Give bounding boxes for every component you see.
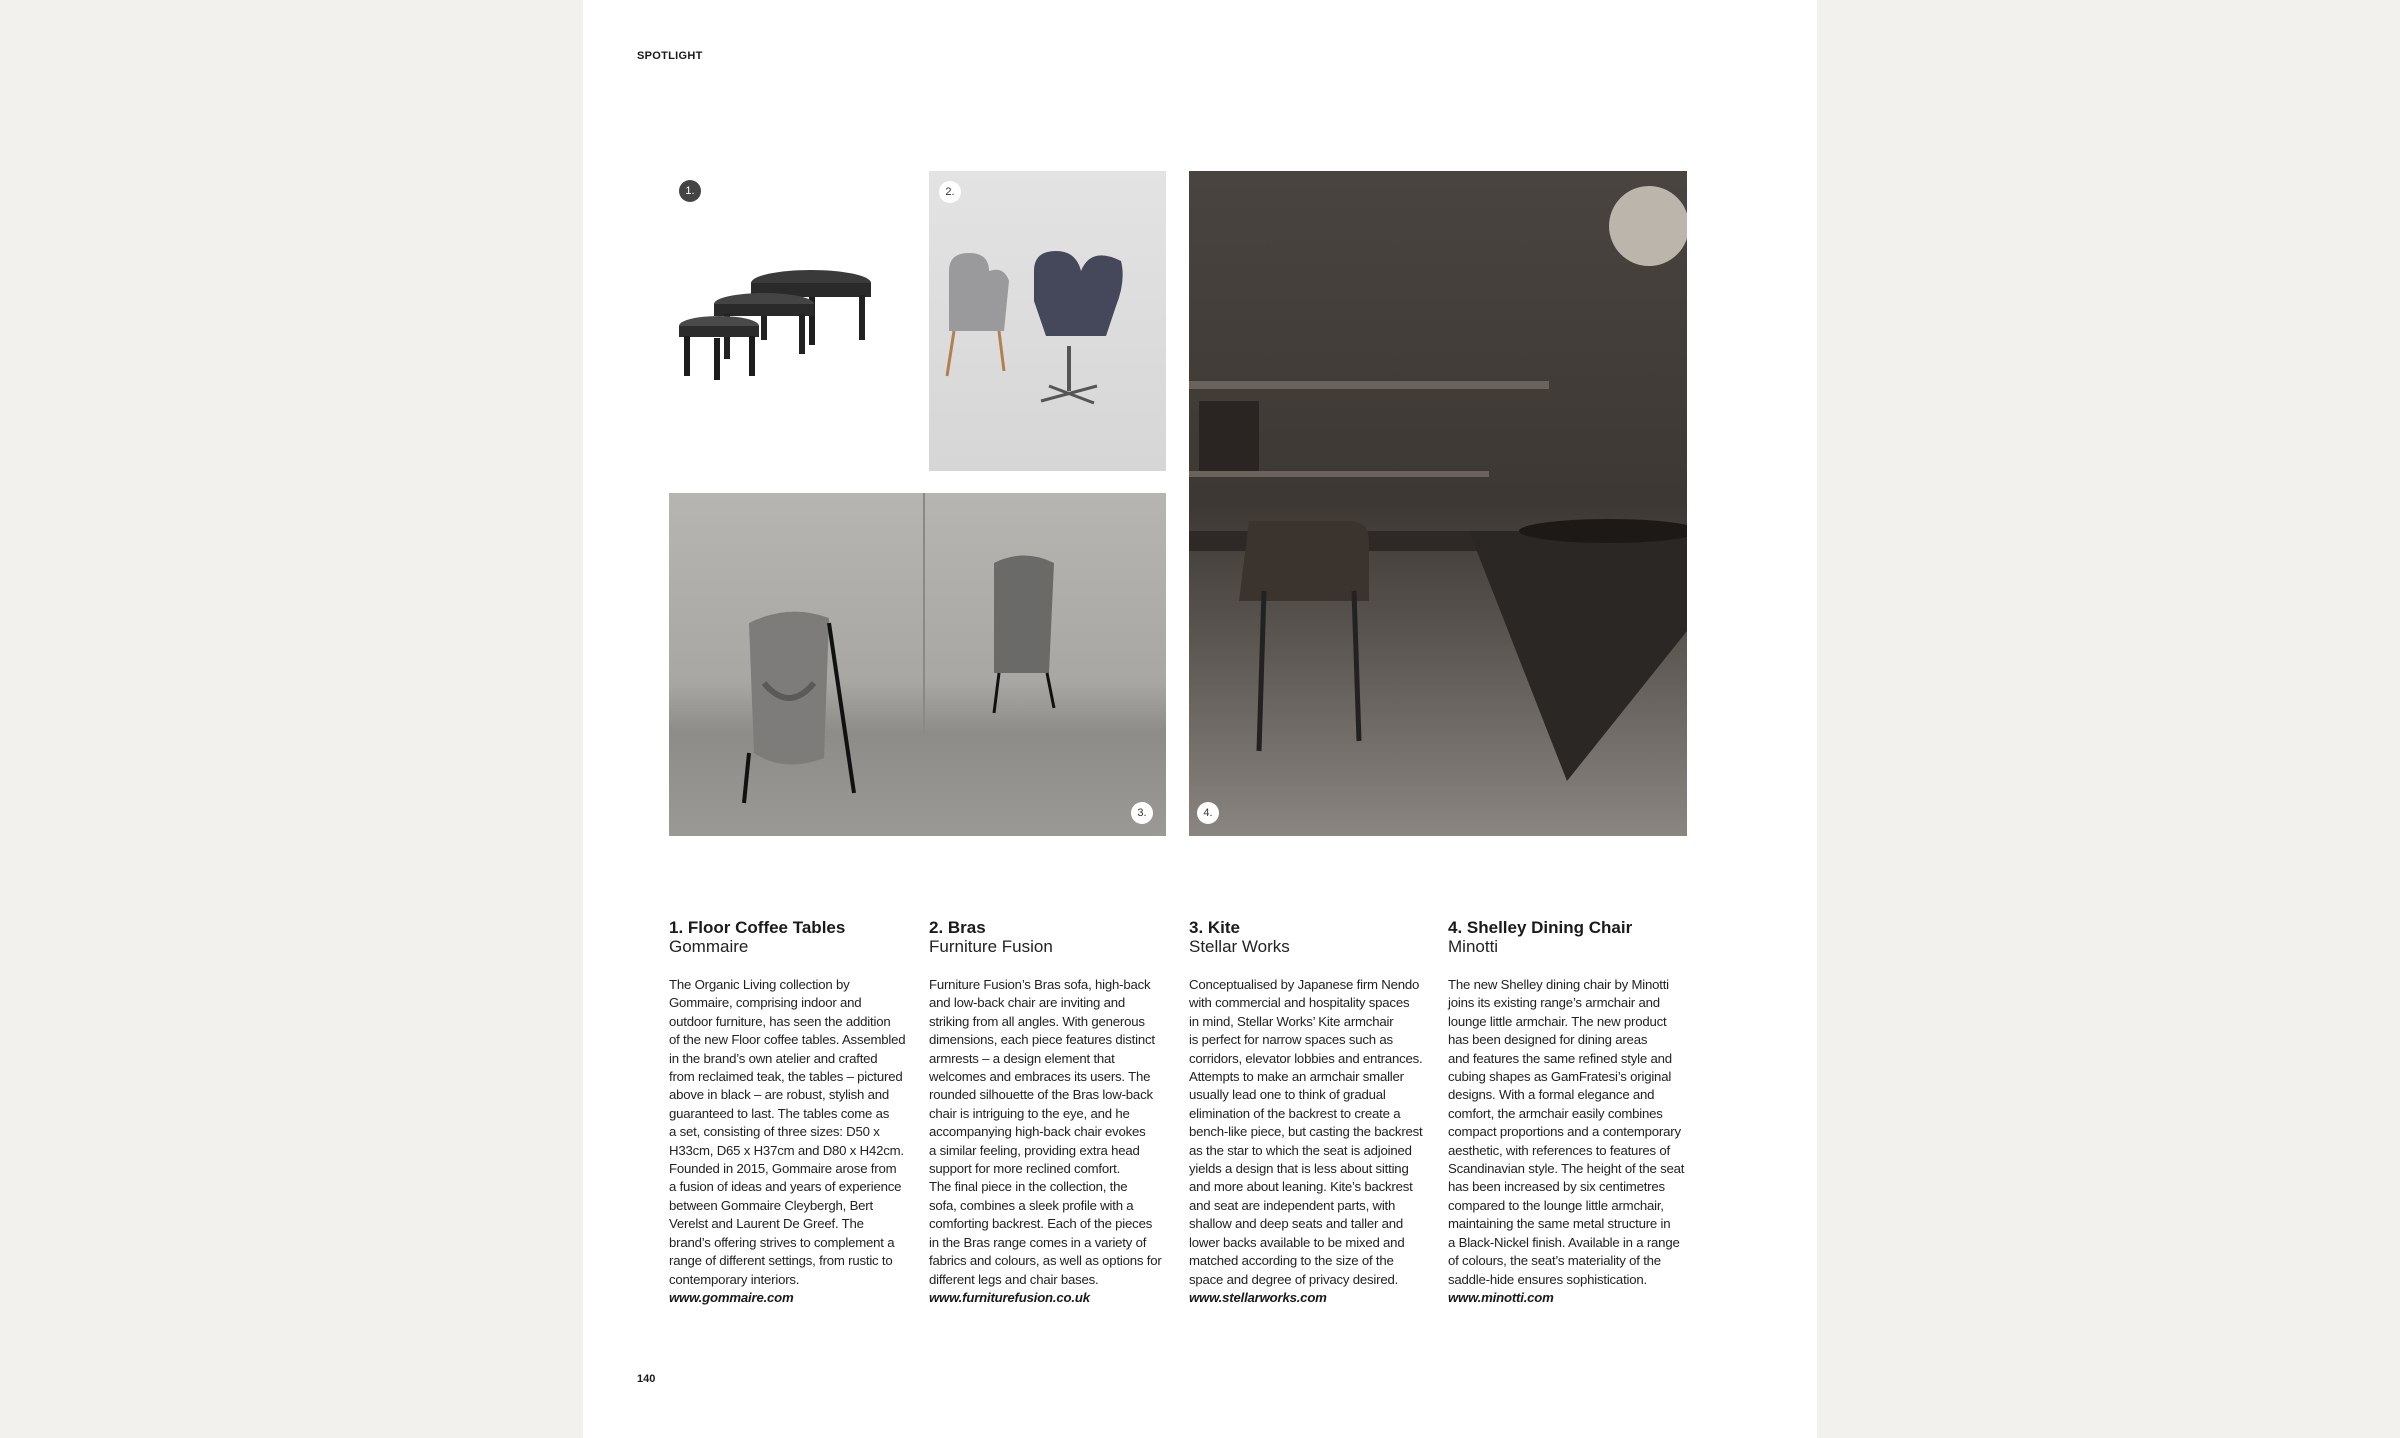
product-title: 4. Shelley Dining Chair bbox=[1448, 918, 1633, 937]
text-line: Furniture Fusion’s Bras sofa, high-back bbox=[929, 977, 1151, 992]
text-line: compared to the lounge little armchair, bbox=[1448, 1197, 1664, 1213]
text-line: a fusion of ideas and years of experience bbox=[669, 1179, 902, 1195]
text-line: of colours, the seat’s materiality of the bbox=[1448, 1253, 1661, 1269]
kite-illustration bbox=[669, 493, 1166, 836]
product-description bbox=[1189, 976, 1441, 1289]
text-line: saddle-hide ensures sophistication. bbox=[1448, 1271, 1647, 1287]
text-line: The Organic Living collection by bbox=[669, 977, 850, 992]
page-number: 140 bbox=[637, 1373, 656, 1385]
text-line: armrests – a design element that bbox=[929, 1050, 1115, 1066]
product-description bbox=[1448, 976, 1700, 1289]
text-line: cubing shapes as GamFratesi’s original bbox=[1448, 1069, 1672, 1085]
product-url-link[interactable]: www.stellarworks.com bbox=[1189, 1289, 1327, 1305]
text-line: has been designed for dining areas bbox=[1448, 1032, 1648, 1048]
photo-shelley-chair bbox=[1189, 171, 1687, 836]
text-line: has been increased by six centimetres bbox=[1448, 1179, 1665, 1195]
badge-1: 1. bbox=[679, 180, 701, 202]
text-line: bench-like piece, but casting the backrest bbox=[1189, 1124, 1423, 1140]
product-brand: Stellar Works bbox=[1189, 937, 1290, 956]
text-line: aesthetic, with references to features of bbox=[1448, 1142, 1670, 1158]
text-line: welcomes and embraces its users. The bbox=[929, 1069, 1151, 1085]
text-line: lower backs available to be mixed and bbox=[1189, 1234, 1405, 1250]
text-line: elimination of the backrest to create a bbox=[1189, 1105, 1401, 1121]
text-line: in the Bras range comes in a variety of bbox=[929, 1234, 1147, 1250]
dining-scene-illustration bbox=[1189, 171, 1687, 836]
text-line: contemporary interiors. bbox=[669, 1271, 800, 1287]
text-line: joins its existing range’s armchair and bbox=[1448, 995, 1660, 1011]
text-line: striking from all angles. With generous bbox=[929, 1013, 1145, 1029]
product-brand: Gommaire bbox=[669, 937, 749, 956]
product-url-link[interactable]: www.minotti.com bbox=[1448, 1289, 1554, 1305]
text-line: space and degree of privacy desired. bbox=[1189, 1271, 1399, 1287]
magazine-page bbox=[583, 0, 1817, 1438]
text-line: shallow and deep seats and taller and bbox=[1189, 1216, 1404, 1232]
text-line: fabrics and colours, as well as options for bbox=[929, 1253, 1162, 1269]
text-line: a similar feeling, providing extra head bbox=[929, 1142, 1140, 1158]
text-line: above in black – are robust, stylish and bbox=[669, 1087, 889, 1103]
text-line: comfort, the armchair easily combines bbox=[1448, 1105, 1663, 1121]
text-line: in the brand’s own atelier and crafted bbox=[669, 1050, 878, 1066]
product-brand: Furniture Fusion bbox=[929, 937, 1053, 956]
text-line: Verelst and Laurent De Greef. The bbox=[669, 1216, 864, 1232]
text-line: a set, consisting of three sizes: D50 x bbox=[669, 1124, 880, 1140]
text-line: as the star to which the seat is adjoined bbox=[1189, 1142, 1412, 1158]
text-line: different legs and chair bases. bbox=[929, 1271, 1099, 1287]
text-line: H33cm, D65 x H37cm and D80 x H42cm. bbox=[669, 1142, 904, 1158]
text-line: Founded in 2015, Gommaire arose from bbox=[669, 1161, 897, 1177]
text-line: with commercial and hospitality spaces bbox=[1189, 995, 1410, 1011]
text-line: maintaining the same metal structure in bbox=[1448, 1216, 1671, 1232]
text-line: Attempts to make an armchair smaller bbox=[1189, 1069, 1404, 1085]
photo-coffee-tables bbox=[669, 171, 918, 471]
product-title: 2. Bras bbox=[929, 918, 986, 937]
text-line: dimensions, each piece features distinct bbox=[929, 1032, 1155, 1048]
text-line: guaranteed to last. The tables come as bbox=[669, 1105, 890, 1121]
product-description bbox=[929, 976, 1181, 1289]
product-url-link[interactable]: www.gommaire.com bbox=[669, 1289, 794, 1305]
text-line: matched according to the size of the bbox=[1189, 1253, 1394, 1269]
text-line: support for more reclined comfort. bbox=[929, 1161, 1121, 1177]
badge-2: 2. bbox=[939, 181, 961, 203]
product-column-2 bbox=[929, 918, 1181, 1307]
photo-bras-chairs bbox=[929, 171, 1166, 471]
text-line: The final piece in the collection, the bbox=[929, 1179, 1128, 1195]
text-line: and low-back chair are inviting and bbox=[929, 995, 1126, 1011]
text-line: from reclaimed teak, the tables – pictured bbox=[669, 1069, 903, 1085]
chairs-illustration bbox=[929, 171, 1166, 471]
text-line: is perfect for narrow spaces such as bbox=[1189, 1032, 1393, 1048]
product-title: 3. Kite bbox=[1189, 918, 1241, 937]
section-label: SPOTLIGHT bbox=[637, 50, 703, 62]
text-line: Gommaire, comprising indoor and bbox=[669, 995, 862, 1011]
text-line: a Black-Nickel finish. Available in a range bbox=[1448, 1234, 1680, 1250]
text-line: designs. With a formal elegance and bbox=[1448, 1087, 1655, 1103]
text-line: comforting backrest. Each of the pieces bbox=[929, 1216, 1153, 1232]
text-line: chair is intriguing to the eye, and he bbox=[929, 1105, 1130, 1121]
text-line: compact proportions and a contemporary bbox=[1448, 1124, 1681, 1140]
text-line: yields a design that is less about sitting bbox=[1189, 1161, 1409, 1177]
text-line: accompanying high-back chair evokes bbox=[929, 1124, 1146, 1140]
text-line: of the new Floor coffee tables. Assembled bbox=[669, 1032, 906, 1048]
text-line: and features the same refined style and bbox=[1448, 1050, 1672, 1066]
product-title: 1. Floor Coffee Tables bbox=[669, 918, 846, 937]
text-line: brand’s offering strives to complement a bbox=[669, 1234, 895, 1250]
product-column-1 bbox=[669, 918, 921, 1307]
text-line: in mind, Stellar Works’ Kite armchair bbox=[1189, 1013, 1394, 1029]
text-line: range of different settings, from rustic to bbox=[669, 1253, 893, 1269]
product-url-link[interactable]: www.furniturefusion.co.uk bbox=[929, 1289, 1090, 1305]
text-line: corridors, elevator lobbies and entrances. bbox=[1189, 1050, 1423, 1066]
text-line: Conceptualised by Japanese firm Nendo bbox=[1189, 977, 1420, 992]
tables-illustration bbox=[669, 171, 918, 471]
text-line: outdoor furniture, has seen the addition bbox=[669, 1013, 891, 1029]
product-column-3 bbox=[1189, 918, 1441, 1307]
product-column-4 bbox=[1448, 918, 1700, 1307]
text-line: sofa, combines a sleek profile with a bbox=[929, 1197, 1134, 1213]
text-line: and seat are independent parts, with bbox=[1189, 1197, 1396, 1213]
text-line: and more about leaning. Kite’s backrest bbox=[1189, 1179, 1413, 1195]
text-line: between Gommaire Cleybergh, Bert bbox=[669, 1197, 873, 1213]
badge-3: 3. bbox=[1131, 802, 1153, 824]
text-line: The new Shelley dining chair by Minotti bbox=[1448, 977, 1669, 992]
text-line: Scandinavian style. The height of the seat bbox=[1448, 1161, 1685, 1177]
text-line: lounge little armchair. The new product bbox=[1448, 1013, 1667, 1029]
product-description bbox=[669, 976, 921, 1289]
product-brand: Minotti bbox=[1448, 937, 1499, 956]
badge-4: 4. bbox=[1197, 802, 1219, 824]
text-line: usually lead one to think of gradual bbox=[1189, 1087, 1386, 1103]
text-line: rounded silhouette of the Bras low-back bbox=[929, 1087, 1153, 1103]
photo-kite-chairs bbox=[669, 493, 1166, 836]
